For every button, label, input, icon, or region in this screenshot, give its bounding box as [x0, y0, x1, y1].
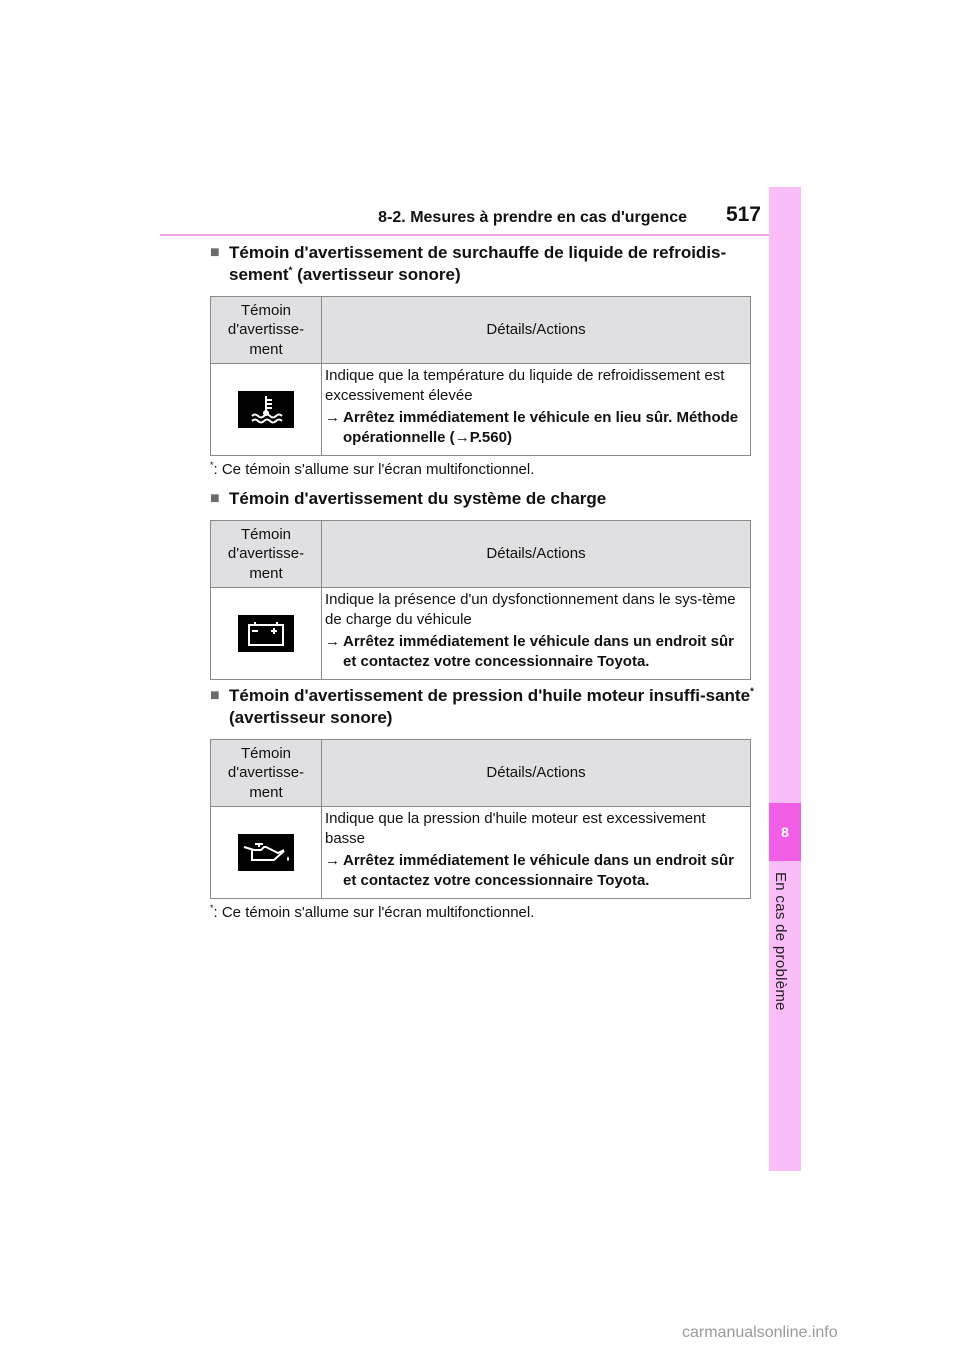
- column-header-lamp: Témoin d'avertisse- ment: [211, 521, 322, 588]
- action-text: → Arrêtez immédiatement le véhicule en lieu sûr. Méthode opérationnelle (→P.560): [325, 409, 739, 446]
- warning-table-oil: [210, 739, 751, 899]
- arrow-right-icon: →: [325, 409, 340, 426]
- section-title: 8-2. Mesures à prendre en cas d'urgence: [378, 209, 687, 226]
- chapter-sidebar: [769, 187, 801, 1171]
- watermark: carmanualsonline.info: [682, 1324, 838, 1341]
- arrow-right-icon: →: [325, 633, 340, 650]
- page-number: 517: [725, 203, 761, 226]
- footnote: *: Ce témoin s'allume sur l'écran multifonctionnel.: [210, 460, 535, 478]
- arrow-right-icon: →: [325, 852, 340, 869]
- square-bullet-icon: ■: [210, 244, 220, 261]
- action-text: → Arrêtez immédiatement le véhicule dans un endroit sûr et contactez votre concessionnaire Toyota.: [325, 633, 734, 670]
- square-bullet-icon: ■: [210, 687, 220, 704]
- section-heading-oil: ■ Témoin d'avertissement de pression d'huile moteur insuffi-sante* (avertisseur sonore): [210, 686, 754, 727]
- column-header-lamp: Témoin d'avertisse- ment: [211, 740, 322, 807]
- section-heading-coolant: ■ Témoin d'avertissement de surchauffe de liquide de refroidis-sement* (avertisseur sonore): [210, 243, 727, 284]
- page-reference-link[interactable]: P.560): [469, 428, 512, 446]
- description-text: Indique que la pression d'huile moteur est excessivement basse: [325, 810, 706, 847]
- chapter-title: En cas de problème: [772, 872, 789, 1011]
- footnote: *: Ce témoin s'allume sur l'écran multifonctionnel.: [210, 903, 535, 921]
- warning-table-charging: [210, 520, 751, 680]
- section-heading-charging: ■ Témoin d'avertissement du système de charge: [210, 489, 607, 508]
- oil-pressure-icon: [238, 834, 294, 871]
- description-text: Indique la présence d'un dysfonctionnement dans le sys-tème de charge du véhicule: [325, 591, 736, 628]
- column-header-details: Détails/Actions: [322, 297, 751, 364]
- coolant-temperature-icon: [238, 391, 294, 428]
- square-bullet-icon: ■: [210, 490, 220, 507]
- column-header-lamp: Témoin d'avertisse- ment: [211, 297, 322, 364]
- chapter-number-tab: 8: [769, 803, 801, 861]
- action-text: → Arrêtez immédiatement le véhicule dans un endroit sûr et contactez votre concessionnaire Toyota.: [325, 852, 734, 889]
- column-header-details: Détails/Actions: [322, 521, 751, 588]
- page-header: [160, 202, 769, 236]
- warning-table-coolant: [210, 296, 751, 456]
- column-header-details: Détails/Actions: [322, 740, 751, 807]
- battery-charge-icon: [238, 615, 294, 652]
- description-text: Indique que la température du liquide de refroidissement est excessivement élevée: [325, 367, 725, 404]
